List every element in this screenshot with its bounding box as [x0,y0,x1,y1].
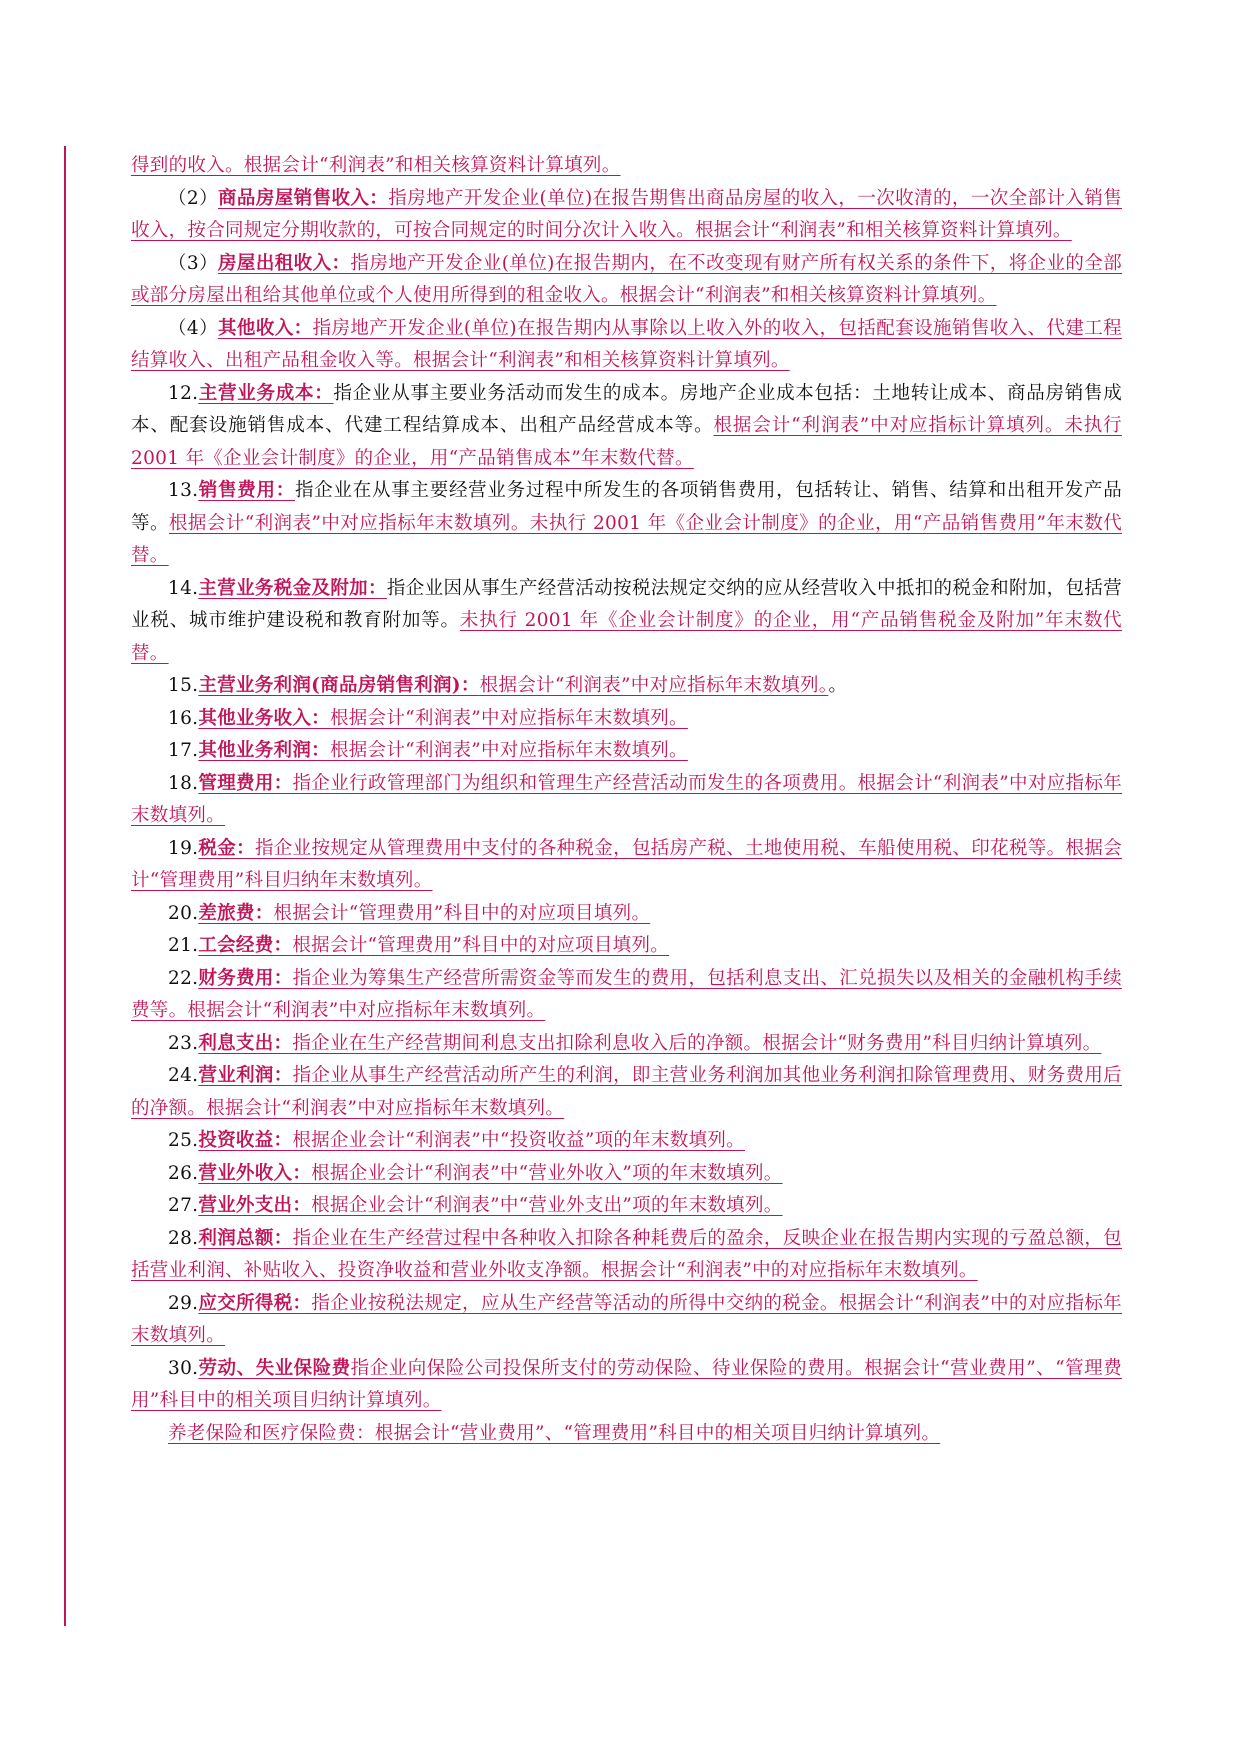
term-label: 应交所得税： [198,1292,312,1314]
term-label: 营业利润： [198,1065,293,1086]
term-label: 主营业务税金及附加： [198,577,387,599]
paragraph-item-4: （4）其他收入：指房地产开发企业(单位)在报告期内从事除以上收入外的收入，包括配套设施销售收入、代建工程结算收入、出租产品租金收入等。根据会计“利润表”和相关核算资料计算填列。 [131,317,1122,371]
term-label: 利润总额： [198,1227,293,1249]
paragraph-continuation: 得到的收入。根据会计“利润表”和相关核算资料计算填列。 [131,155,621,176]
paragraph-item-3: （3）房屋出租收入：指房地产开发企业(单位)在报告期内，在不改变现有财产所有权关系的条件下，将企业的全部或部分房屋出租给其他单位或个人使用所得到的租金收入。根据会计“利润表”和相关核算资料计算填列。 [131,252,1123,306]
term-label: 差旅费： [198,902,274,924]
margin-line [64,146,66,1626]
trailing-period: 。 [828,675,848,696]
term-label: 投资收益： [198,1130,293,1151]
term-label: 劳动、失业保险费 [198,1357,351,1379]
paragraph-26: 26.营业外收入：根据企业会计“利润表”中“营业外收入”项的年末数填列。 [168,1162,783,1184]
term-label: 其他收入： [218,317,313,339]
term-label: 其他业务收入： [198,707,330,729]
document-body [131,150,1122,1450]
term-label: 其他业务利润： [198,740,330,761]
paragraph-item-2: （2）商品房屋销售收入：指房地产开发企业(单位)在报告期售出商品房屋的收入，一次收清的，一次全部计入销售收入，按合同规定分期收款的，可按合同规定的时间分次计入收入。根据会计“利润表”和相关核算资料计算填列。 [131,187,1122,241]
paragraph-14: 14.主营业务税金及附加：指企业因从事生产经营活动按税法规定交纳的应从经营收入中抵扣的税金和附加，包括营业税、城市维护建设税和教育附加等。未执行 2001 年《企业会计制度》的企业，用“产品销售税金及附加”年末数代替。 [131,577,1122,664]
paragraph-20: 20.差旅费：根据会计“管理费用”科目中的对应项目填列。 [168,902,651,924]
paragraph-23: 23.利息支出：指企业在生产经营期间利息支出扣除利息收入后的净额。根据会计“财务费用”科目归纳计算填列。 [168,1032,1102,1054]
term-label: 利息支出： [198,1032,293,1054]
paragraph-29: 29.应交所得税：指企业按税法规定，应从生产经营等活动的所得中交纳的税金。根据会计“利润表”中的对应指标年末数填列。 [131,1292,1122,1346]
paragraph-13: 13.销售费用：指企业在从事主要经营业务过程中所发生的各项销售费用，包括转让、销售、结算和出租开发产品等。根据会计“利润表”中对应指标年末数填列。未执行 2001 年《企业会计制度》的企业，用“产品销售费用”年末数代替。 [131,480,1122,566]
term-label: 营业外支出： [198,1195,312,1216]
paragraph-pension: 养老保险和医疗保险费：根据会计“营业费用”、“管理费用”科目中的相关项目归纳计算填列。 [168,1422,941,1444]
term-label: 管理费用： [198,772,293,794]
term-label: 税金： [198,837,255,859]
term-label: 主营业务利润(商品房销售利润)： [198,675,480,696]
paragraph-12: 12.主营业务成本：指企业从事主要业务活动而发生的成本。房地产企业成本包括：土地转让成本、商品房销售成本、配套设施销售成本、代建工程结算成本、出租产品经营成本等。根据会计“利润表”中对应指标计算填列。未执行 2001 年《企业会计制度》的企业，用“产品销售成本”年末数代替。 [131,382,1122,469]
paragraph-27: 27.营业外支出：根据企业会计“利润表”中“营业外支出”项的年末数填列。 [168,1195,783,1216]
term-label: 商品房屋销售收入： [218,187,389,209]
paragraph-18: 18.管理费用：指企业行政管理部门为组织和管理生产经营活动而发生的各项费用。根据会计“利润表”中对应指标年末数填列。 [131,772,1122,826]
paragraph-24: 24.营业利润：指企业从事生产经营活动所产生的利润，即主营业务利润加其他业务利润扣除管理费用、财务费用后的净额。根据会计“利润表”中对应指标年末数填列。 [131,1065,1122,1119]
term-label: 销售费用： [198,480,295,501]
paragraph-25: 25.投资收益：根据企业会计“利润表”中“投资收益”项的年末数填列。 [168,1130,745,1151]
paragraph-17: 17.其他业务利润：根据会计“利润表”中对应指标年末数填列。 [168,740,688,761]
term-label: 财务费用： [198,967,293,989]
paragraph-15: 15.主营业务利润(商品房销售利润)：根据会计“利润表”中对应指标年末数填列。。 [168,675,848,696]
paragraph-16: 16.其他业务收入：根据会计“利润表”中对应指标年末数填列。 [168,707,688,729]
term-label: 营业外收入： [198,1162,312,1184]
paragraph-21: 21.工会经费：根据会计“管理费用”科目中的对应项目填列。 [168,935,670,956]
term-label: 房屋出租收入： [218,252,351,274]
paragraph-28: 28.利润总额：指企业在生产经营过程中各种收入扣除各种耗费后的盈余，反映企业在报告期内实现的亏盈总额，包括营业利润、补贴收入、投资净收益和营业外收支净额。根据会计“利润表”中的对应指标年末数填列。 [131,1227,1122,1281]
paragraph-22: 22.财务费用：指企业为筹集生产经营所需资金等而发生的费用，包括利息支出、汇兑损失以及相关的金融机构手续费等。根据会计“利润表”中对应指标年末数填列。 [131,967,1122,1021]
term-label: 主营业务成本： [198,382,334,404]
paragraph-19: 19.税金：指企业按规定从管理费用中支付的各种税金，包括房产税、土地使用税、车船使用税、印花税等。根据会计“管理费用”科目归纳年末数填列。 [131,837,1122,891]
paragraph-30: 30.劳动、失业保险费指企业向保险公司投保所支付的劳动保险、待业保险的费用。根据会计“营业费用”、“管理费用”科目中的相关项目归纳计算填列。 [131,1357,1122,1411]
term-label: 工会经费： [198,935,293,956]
